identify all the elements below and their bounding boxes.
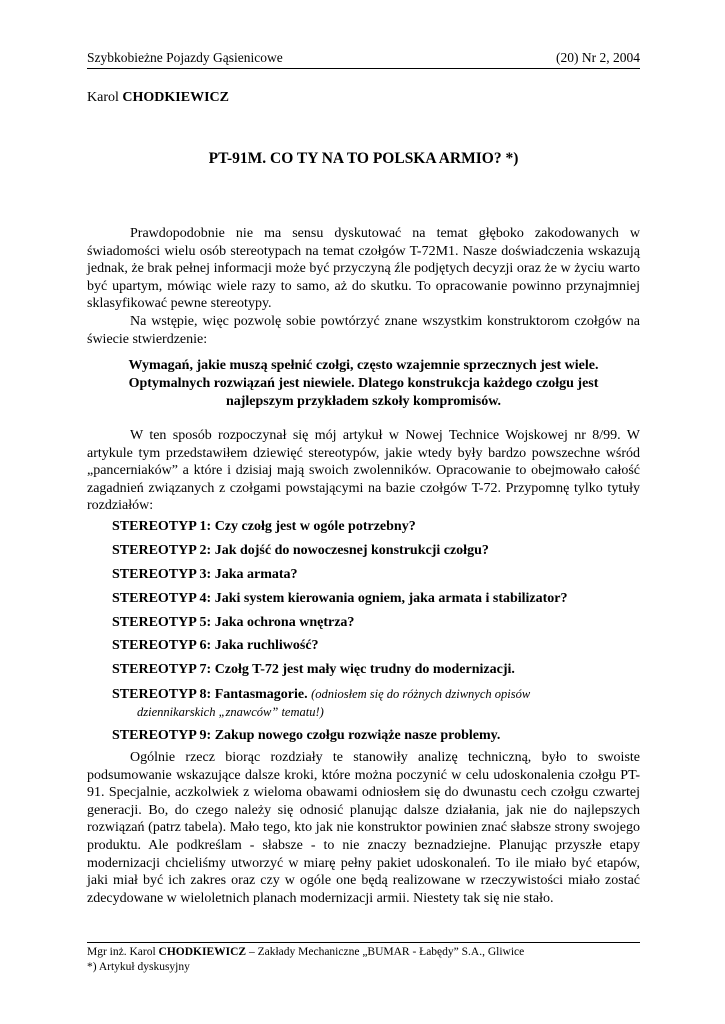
paragraph-1: Prawdopodobnie nie ma sensu dyskutować na temat głęboko zakodowanych w świadomości wielu osób stereotypach na temat czołgów T-72M1. Nasze doświadczenia wskazują jednak, że brak pełnej informacji może być przyczyną źle podjętych decyzji oraz że w życiu warto być upartym, mówiąc wiele razy to samo, aż do skutku. To opracowanie powinno przynajmniej sklasyfikować pewne stereotypy. (87, 226, 640, 312)
issue-number: (20) Nr 2, 2004 (556, 50, 640, 65)
section-2 (87, 427, 640, 515)
stereotype-8-label: STEREOTYP 8: Fantasmagorie. (112, 687, 308, 703)
stereotype-item-2: STEREOTYP 2: Jak dojść do nowoczesnej konstrukcji czołgu? (112, 542, 489, 558)
stereotype-item-6: STEREOTYP 6: Jaka ruchliwość? (112, 638, 319, 654)
stereotype-item-5: STEREOTYP 5: Jaka ochrona wnętrza? (112, 614, 355, 630)
footnote-text: *) Artykuł dyskusyjny (87, 960, 190, 973)
stereotype-item-3: STEREOTYP 3: Jaka armata? (112, 566, 298, 582)
footer-affiliation: – Zakłady Mechaniczne „BUMAR - Łabędy” S.A., Gliwice (248, 946, 525, 958)
stereotype-list (112, 518, 640, 751)
paragraph-3: W ten sposób rozpoczynał się mój artykuł w Nowej Technice Wojskowej nr 8/99. W artykule tym przedstawiłem dziewięć stereotypów, jakie wtedy były bardzo powszechne wśród „pancerniaków” a które i dzisiaj mają swoich zwolenników. Opracowanie to obejmowało całość zagadnień związanych z czołgami powstającymi na bazie czołgów T-72. Przypomnę tylko tytuły rozdziałów: (87, 428, 640, 514)
quote-line-1: Wymagań, jakie muszą spełnić czołgi, często wzajemnie sprzecznych jest wiele. (128, 358, 599, 373)
stereotype-8-note-1: (odniosłem się do różnych dziwnych opisów (311, 687, 531, 702)
intro-section (87, 225, 640, 348)
stereotype-item-7: STEREOTYP 7: Czołg T-72 jest mały więc trudny do modernizacji. (112, 662, 515, 678)
footnote-area (87, 942, 640, 974)
author-line (87, 90, 229, 106)
author-first-name: Karol (87, 90, 119, 105)
quote-line-3: najlepszym przykładem szkoły kompromisów. (225, 394, 502, 409)
quote-line-2: Optymalnych rozwiązań jest niewiele. Dlatego konstrukcja każdego czołgu jest (128, 376, 599, 391)
paragraph-4: Ogólnie rzecz biorąc rozdziały te stanowiły analizę techniczną, było to swoiste podsumowanie wskazujące dalsze kroki, które można poczynić w celu udoskonalenia czołgu PT-91. Specjalnie, aczkolwiek z wieloma obawami odniosłem się do dwunastu cech czołgu czwartej generacji. Bo, do czego należy się odnosić planując dalsze działania, jak nie do najlepszych rozwiązań (patrz tabela). Mało tego, kto jak nie konstruktor powinien znać słabsze strony swojego produktu. Ale podkreślam - słabsze - to nie znaczy beznadziejne. Planując przyszłe etapy modernizacji chcieliśmy utworzyć w miarę pełny pakiet udoskonaleń. To ile miało być etapów, jaki miał być ich zakres oraz czy w ogóle one będą realizowane w rzeczywistości miało zostać zdecydowane w wieloletnich planach modernizacji armii. Niestety tak się nie stało. (87, 750, 640, 906)
stereotype-item-1: STEREOTYP 1: Czy czołg jest w ogóle potrzebny? (112, 519, 416, 534)
author-last-name: CHODKIEWICZ (122, 90, 229, 105)
footer-name: CHODKIEWICZ (158, 946, 247, 958)
footer-prefix: Mgr inż. Karol (87, 946, 156, 958)
running-header (87, 50, 640, 69)
paragraph-2: Na wstępie, więc pozwolę sobie powtórzyć znane wszystkim konstruktorom czołgów na świecie stwierdzenie: (87, 313, 640, 347)
stereotype-8-note-2: dziennikarskich „znawców” tematu!) (137, 705, 324, 720)
journal-name: Szybkobieżne Pojazdy Gąsienicowe (87, 50, 283, 65)
stereotype-item-4: STEREOTYP 4: Jaki system kierowania ogniem, jaka armata i stabilizator? (112, 590, 568, 606)
stereotype-item-9: STEREOTYP 9: Zakup nowego czołgu rozwiąże nasze problemy. (112, 728, 501, 744)
section-3 (87, 749, 640, 907)
bold-quote (87, 357, 640, 411)
author-affiliation (87, 945, 640, 960)
stereotype-item-8 (112, 685, 640, 727)
article-title: PT-91M. CO TY NA TO POLSKA ARMIO? *) (208, 150, 519, 167)
